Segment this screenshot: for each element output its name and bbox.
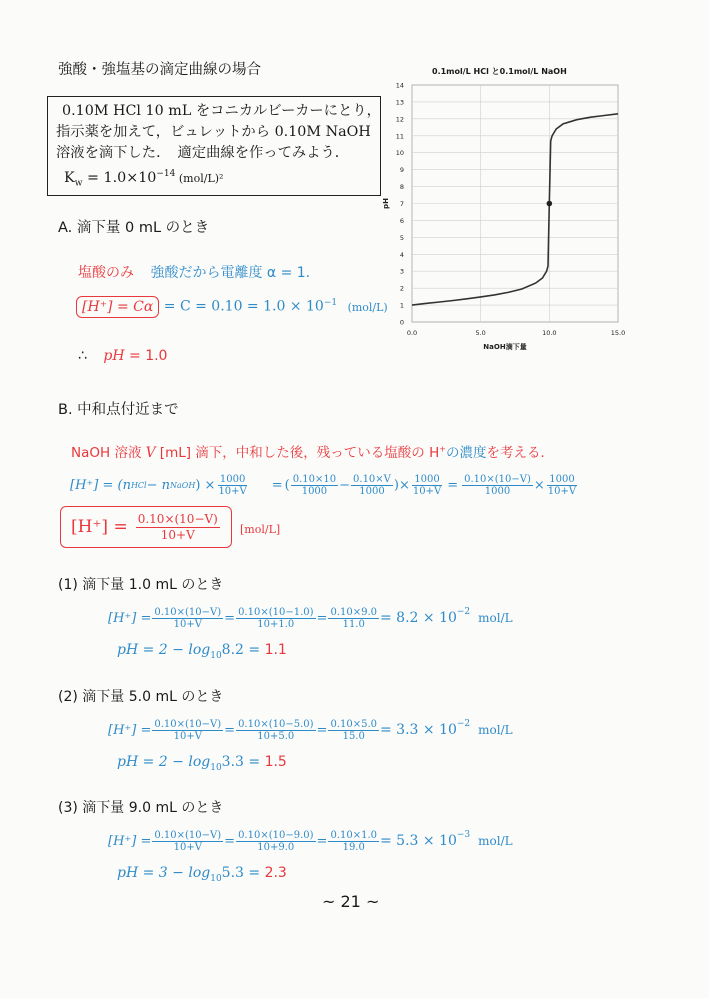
y-tick-label: 10 (395, 149, 404, 158)
y-tick-label: 12 (395, 115, 404, 124)
section-a-title: A. 滴下量 0 mL のとき (58, 220, 210, 236)
formula-minus: − n (146, 477, 171, 493)
y-tick-label: 13 (395, 98, 404, 107)
intro-v: V (145, 445, 156, 461)
x-tick-label: 0.0 (406, 329, 418, 337)
case-title: (2) 滴下量 5.0 mL のとき (58, 689, 224, 705)
y-axis-label: pH (382, 198, 390, 209)
page-number: ~ 21 ~ (322, 892, 380, 911)
y-tick-label: 7 (399, 200, 404, 208)
general-formula: [H⁺] = (n HCl − n NaOH ) × $\frac{1000}{10+V}$ = ( $\frac{0.10\times 10}{1000}$ − $\frac{0.10\times V}{1000}$ )× $\frac{1000}{10+V}$ = $\frac{0.10\times(10-V)}{1000}$ × $\frac{1000}{10+V}$ (70, 473, 577, 497)
case-result: = 3.3 × 10 (380, 722, 457, 738)
case-frac-1: $\frac{0.10\times(10-V)}{10+V}$ (154, 829, 222, 853)
formula-rp: ) × (195, 477, 216, 493)
a-eq: = C = 0.10 = 1.0 × 10 (163, 298, 324, 315)
problem-kw (56, 164, 374, 195)
boxed-unit: [mol/L] (240, 523, 281, 536)
section-a-ph (78, 348, 167, 364)
case-result-exp: −2 (456, 719, 471, 729)
section-a-eq (76, 298, 388, 315)
case-ph-value: 1.1 (264, 642, 287, 658)
kw-sub: w (74, 178, 83, 189)
a-eq-unit: (mol/L) (347, 300, 388, 314)
case-h-formula: [H⁺] = $\frac{0.10\times(10-V)}{10+V}$ = $\frac{0.10\times(10-9.0)}{10+9.0}$ = $\frac{0.10\times 1.0}{19.0}$ = 5.3 × 10 $^{-3}$ mol/L (108, 829, 513, 853)
case-h-formula: [H⁺] = $\frac{0.10\times(10-V)}{10+V}$ = $\frac{0.10\times(10-5.0)}{10+5.0}$ = $\frac{0.10\times 5.0}{15.0}$ = 3.3 × 10 $^{-2}$ mol/L (108, 718, 513, 742)
section-b-intro (71, 441, 554, 461)
formula-sub-naoh: NaOH (170, 480, 196, 490)
x-tick-label: 10.0 (542, 329, 557, 337)
case-ph: pH = $3 - \log_{10}5.3 = 2.3$ (117, 865, 287, 884)
titration-curve (412, 114, 618, 305)
case-result: = 5.3 × 10 (380, 833, 457, 849)
case-title: (3) 滴下量 9.0 mL のとき (58, 800, 224, 816)
kw-exp: −14 (156, 169, 176, 179)
frac-1: $\frac{1000}{10+V}$ (218, 473, 247, 497)
formula-eq2: = (271, 477, 283, 493)
frac-3: $\frac{0.10\times V}{1000}$ (353, 473, 391, 497)
case-unit: mol/L (478, 834, 513, 848)
a-ph-lhs: pH = (103, 348, 146, 364)
case-h-formula: [H⁺] = $\frac{0.10\times(10-V)}{10+V}$ = $\frac{0.10\times(10-1.0)}{10+1.0}$ = $\frac{0.10\times 9.0}{11.0}$ = 8.2 × 10 $^{-2}$ mol/L (108, 606, 513, 630)
section-b-title: B. 中和点付近まで (58, 402, 179, 418)
section-a-line (78, 262, 310, 282)
case-unit: mol/L (478, 611, 513, 625)
frac-4: $\frac{1000}{10+V}$ (412, 473, 442, 497)
case-unit: mol/L (478, 723, 513, 737)
intro-a: NaOH 溶液 (71, 445, 142, 461)
intro-b: [mL] 滴下，中和した後，残っている塩酸の H (159, 445, 440, 461)
case-ph-value: 2.3 (264, 865, 287, 881)
intro-d: を考える． (486, 445, 554, 461)
titration-chart (380, 78, 630, 360)
y-tick-label: 5 (399, 233, 404, 242)
case-ph: pH = $2 - \log_{10}3.3 = 1.5$ (117, 754, 287, 773)
y-tick-label: 4 (399, 250, 404, 259)
equivalence-point-marker (547, 201, 553, 207)
y-tick-label: 9 (399, 166, 404, 175)
case-frac-2: $\frac{0.10\times(10-5.0)}{10+5.0}$ (238, 718, 314, 742)
case-frac-2: $\frac{0.10\times(10-9.0)}{10+9.0}$ (238, 829, 314, 853)
boxed-frac: $\frac{0.10\times(10-V)}{10+V}$ (137, 511, 218, 542)
kw-label: K (64, 169, 75, 186)
y-tick-label: 11 (395, 132, 404, 141)
case-frac-1: $\frac{0.10\times(10-V)}{10+V}$ (154, 606, 222, 630)
boxed-h-equals-calpha: [H⁺] = Cα (76, 296, 159, 318)
y-tick-label: 1 (399, 301, 404, 310)
case-result-exp: −3 (456, 830, 471, 840)
y-tick-label: 0 (399, 318, 404, 327)
y-tick-label: 3 (399, 267, 404, 276)
case-frac-2: $\frac{0.10\times(10-1.0)}{10+1.0}$ (238, 606, 314, 630)
case-title: (1) 滴下量 1.0 mL のとき (58, 577, 224, 593)
intro-c: の濃度 (445, 445, 487, 461)
case-frac-3: $\frac{0.10\times 9.0}{11.0}$ (330, 606, 377, 630)
a-ph-value: 1.0 (145, 348, 168, 364)
x-axis-label: NaOH滴下量 (483, 343, 527, 351)
case-frac-1: $\frac{0.10\times(10-V)}{10+V}$ (154, 718, 222, 742)
therefore-symbol: ∴ (78, 348, 87, 364)
kw-eq: = 1.0×10 (82, 169, 157, 186)
formula-lhs: [H⁺] = (n (70, 477, 131, 493)
boxed-lhs: [H⁺] = (71, 517, 128, 537)
problem-line-3: 溶液を滴下した． 適定曲線を作ってみよう． (56, 145, 350, 161)
case-frac-3: $\frac{0.10\times 5.0}{15.0}$ (330, 718, 377, 742)
frac-6: $\frac{1000}{10+V}$ (547, 473, 577, 497)
page-heading: 強酸・強塩基の滴定曲線の場合 (58, 62, 261, 78)
x-tick-label: 5.0 (475, 329, 486, 337)
frac-2: $\frac{0.10\times 10}{1000}$ (292, 473, 337, 497)
case-result: = 8.2 × 10 (380, 610, 457, 626)
y-tick-label: 6 (399, 216, 404, 225)
text-hydrochloric-only: 塩酸のみ (78, 265, 134, 281)
intro-sup: + (439, 444, 446, 454)
y-tick-label: 14 (395, 81, 404, 90)
case-result-exp: −2 (456, 607, 471, 617)
y-tick-label: 8 (399, 183, 404, 192)
frac-5: $\frac{0.10\times(10-V)}{1000}$ (464, 473, 531, 497)
kw-unit: (mol/L)² (175, 171, 224, 185)
y-tick-label: 2 (399, 284, 404, 293)
problem-line-2: 指示薬を加えて，ビュレットから 0.10M NaOH (56, 124, 371, 140)
case-frac-3: $\frac{0.10\times 1.0}{19.0}$ (330, 829, 377, 853)
problem-box (47, 96, 381, 196)
case-ph-value: 1.5 (264, 754, 287, 770)
chart-title: 0.1mol/L HCl と0.1mol/L NaOH (432, 67, 567, 76)
case-ph: pH = $2 - \log_{10}8.2 = 1.1$ (117, 642, 287, 661)
x-tick-label: 15.0 (610, 329, 626, 337)
problem-line-1: 0.10M HCl 10 mL をコニカルビーカーにとり， (62, 103, 381, 119)
text-strong-acid: 強酸だから電離度 α = 1. (150, 265, 311, 281)
a-eq-exp: −1 (323, 298, 338, 308)
boxed-general-formula (60, 506, 232, 548)
formula-sub-hcl: HCl (130, 480, 147, 490)
